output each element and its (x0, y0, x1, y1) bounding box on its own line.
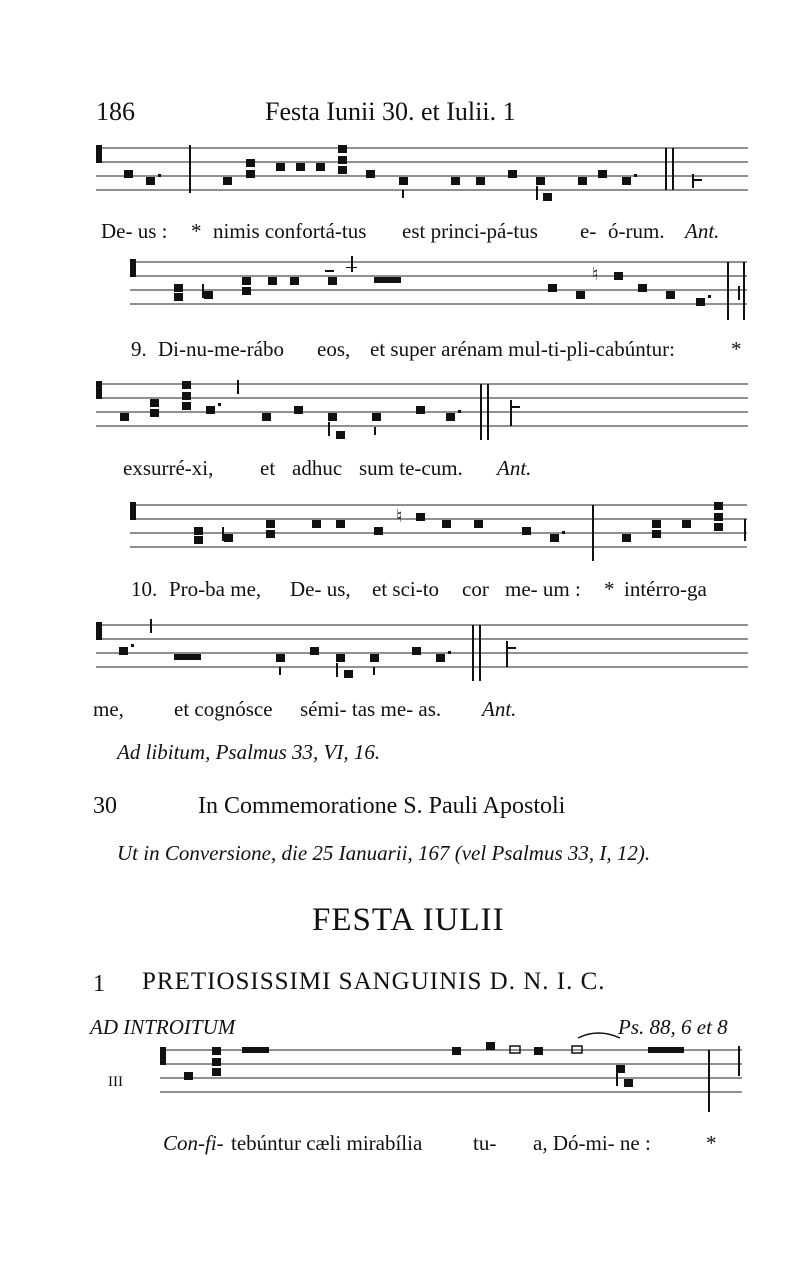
svg-text:♮: ♮ (592, 264, 599, 285)
svg-text:♮: ♮ (396, 506, 403, 527)
commemoration-rubric: Ut in Conversione, die 25 Ianuarii, 167 (vel Psalmus 33, I, 12). (117, 841, 651, 865)
chant-staff-3 (96, 384, 751, 444)
feast-day: 1 (93, 971, 105, 997)
chant-staff-1 (96, 148, 748, 204)
staff-4-notation (130, 505, 750, 565)
staff-2-notation (130, 262, 750, 322)
chant-staff-2 (130, 262, 750, 322)
chant-staff-4 (130, 505, 750, 565)
introit-staff (160, 1050, 745, 1114)
ad-libitum-rubric: Ad libitum, Psalmus 33, VI, 16. (117, 740, 381, 764)
chant-staff-5 (96, 625, 751, 685)
staff-1-notation (96, 148, 748, 204)
section-title: FESTA IULII (312, 902, 505, 938)
mode-label: III (108, 1074, 123, 1090)
feast-title: PRETIOSISSIMI SANGUINIS D. N. I. C. (142, 968, 606, 995)
introit-staff-notation (160, 1050, 745, 1114)
staff-3-notation (96, 384, 751, 444)
running-title: Festa Iunii 30. et Iulii. 1 (265, 97, 516, 126)
staff-5-notation (96, 625, 751, 685)
commemoration-day: 30 (93, 793, 117, 819)
introit-reference: Ps. 88, 6 et 8 (618, 1015, 728, 1039)
page-number: 186 (96, 97, 135, 126)
introit-label: AD INTROITUM (90, 1015, 236, 1039)
commemoration-title: In Commemoratione S. Pauli Apostoli (198, 793, 566, 819)
